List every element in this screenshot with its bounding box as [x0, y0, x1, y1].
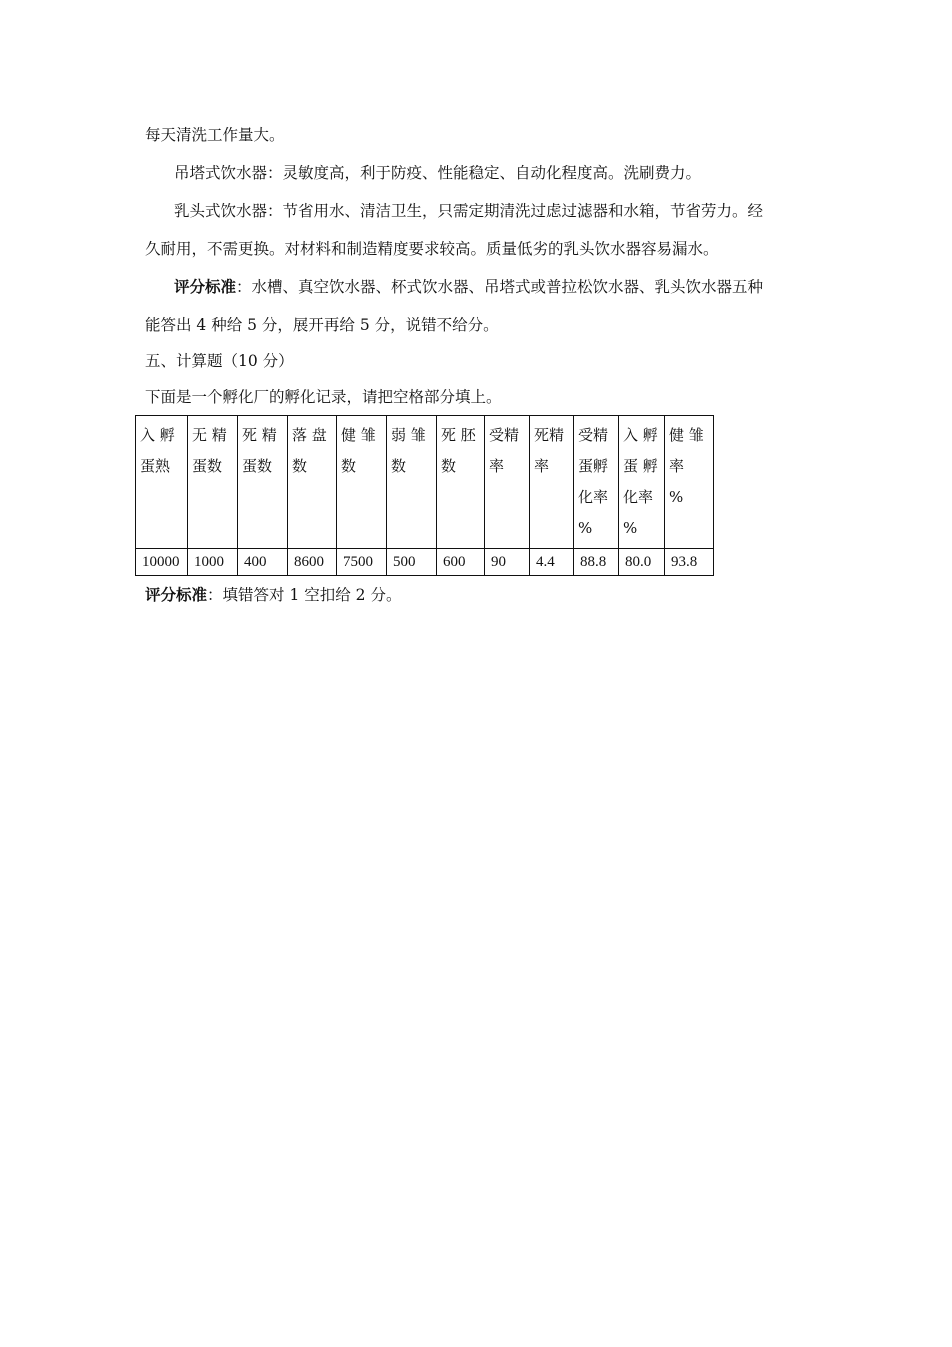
value-cell: 7500	[337, 549, 387, 576]
header-cell	[619, 416, 665, 549]
value-cell: 93.8	[665, 549, 714, 576]
paragraph-3-line-1: 乳头式饮水器：节省用水、清洁卫生，只需定期清洗过虑过滤器和水箱，节省劳力。经	[174, 202, 764, 220]
header-cell	[188, 416, 238, 549]
header-cell-line: 数	[292, 457, 308, 475]
value-cell: 80.0	[619, 549, 665, 576]
header-cell-line: 率	[669, 457, 685, 475]
header-cell-line: 蛋孵	[578, 457, 609, 475]
header-cell	[288, 416, 337, 549]
header-cell	[437, 416, 485, 549]
paragraph-4-line-1	[174, 277, 763, 297]
header-cell-line: 死精	[534, 426, 565, 444]
header-cell-line: %	[623, 519, 638, 537]
value-cell: 500	[387, 549, 437, 576]
footer-scoring-text: ：填错答对 1 空扣给 2 分。	[207, 586, 402, 604]
scoring-label: 评分标准	[174, 277, 237, 296]
value-cell: 400	[238, 549, 288, 576]
table-intro: 下面是一个孵化厂的孵化记录，请把空格部分填上。	[145, 388, 502, 406]
header-cell-line: %	[669, 488, 684, 506]
header-cell-line: 入 孵	[623, 426, 658, 444]
header-cell-line: 受精	[489, 426, 520, 444]
header-cell-line: 健 雏	[341, 426, 376, 444]
value-cell: 90	[485, 549, 530, 576]
paragraph-4-line-2: 能答出 4 种给 5 分，展开再给 5 分，说错不给分。	[145, 316, 499, 334]
header-cell-line: 化率	[578, 488, 609, 506]
header-cell-line: 死 胚	[441, 426, 476, 444]
paragraph-1: 每天清洗工作量大。	[145, 126, 285, 144]
value-cell: 8600	[288, 549, 337, 576]
value-cell: 4.4	[530, 549, 574, 576]
header-cell	[530, 416, 574, 549]
header-cell	[136, 416, 188, 549]
header-cell-line: 化率	[623, 488, 654, 506]
table-value-row	[136, 549, 714, 576]
header-cell	[665, 416, 714, 549]
paragraph-2: 吊塔式饮水器：灵敏度高，利于防疫、性能稳定、自动化程度高。洗刷费力。	[174, 164, 702, 182]
header-cell-line: 入 孵	[140, 426, 175, 444]
header-cell-line: 无 精	[192, 426, 227, 444]
header-cell	[574, 416, 619, 549]
header-cell-line: 蛋熟	[140, 457, 171, 475]
value-cell: 10000	[136, 549, 188, 576]
header-cell-line: 落 盘	[292, 426, 327, 444]
value-cell: 600	[437, 549, 485, 576]
paragraph-3-line-2: 久耐用，不需更换。对材料和制造精度要求较高。质量低劣的乳头饮水器容易漏水。	[145, 240, 719, 258]
header-cell-line: 死 精	[242, 426, 277, 444]
header-cell-line: 蛋数	[192, 457, 223, 475]
header-cell-line: 率	[534, 457, 550, 475]
footer-line	[145, 585, 401, 605]
header-cell-line: %	[578, 519, 593, 537]
header-cell-line: 健 雏	[669, 426, 704, 444]
hatching-record-table	[135, 415, 714, 576]
header-cell-line: 数	[441, 457, 457, 475]
header-cell-line: 蛋 孵	[623, 457, 658, 475]
header-cell	[387, 416, 437, 549]
header-cell	[238, 416, 288, 549]
value-cell: 1000	[188, 549, 238, 576]
header-cell-line: 数	[391, 457, 407, 475]
scoring-text: ：水槽、真空饮水器、杯式饮水器、吊塔式或普拉松饮水器、乳头饮水器五种	[236, 278, 764, 296]
footer-scoring-label: 评分标准	[145, 585, 208, 604]
header-cell-line: 蛋数	[242, 457, 273, 475]
header-cell	[485, 416, 530, 549]
header-cell-line: 弱 雏	[391, 426, 426, 444]
header-cell-line: 率	[489, 457, 505, 475]
header-cell-line: 数	[341, 457, 357, 475]
header-cell-line: 受精	[578, 426, 609, 444]
section-heading: 五、计算题（10 分）	[145, 352, 294, 370]
header-cell	[337, 416, 387, 549]
value-cell: 88.8	[574, 549, 619, 576]
table-header-row	[136, 416, 714, 549]
